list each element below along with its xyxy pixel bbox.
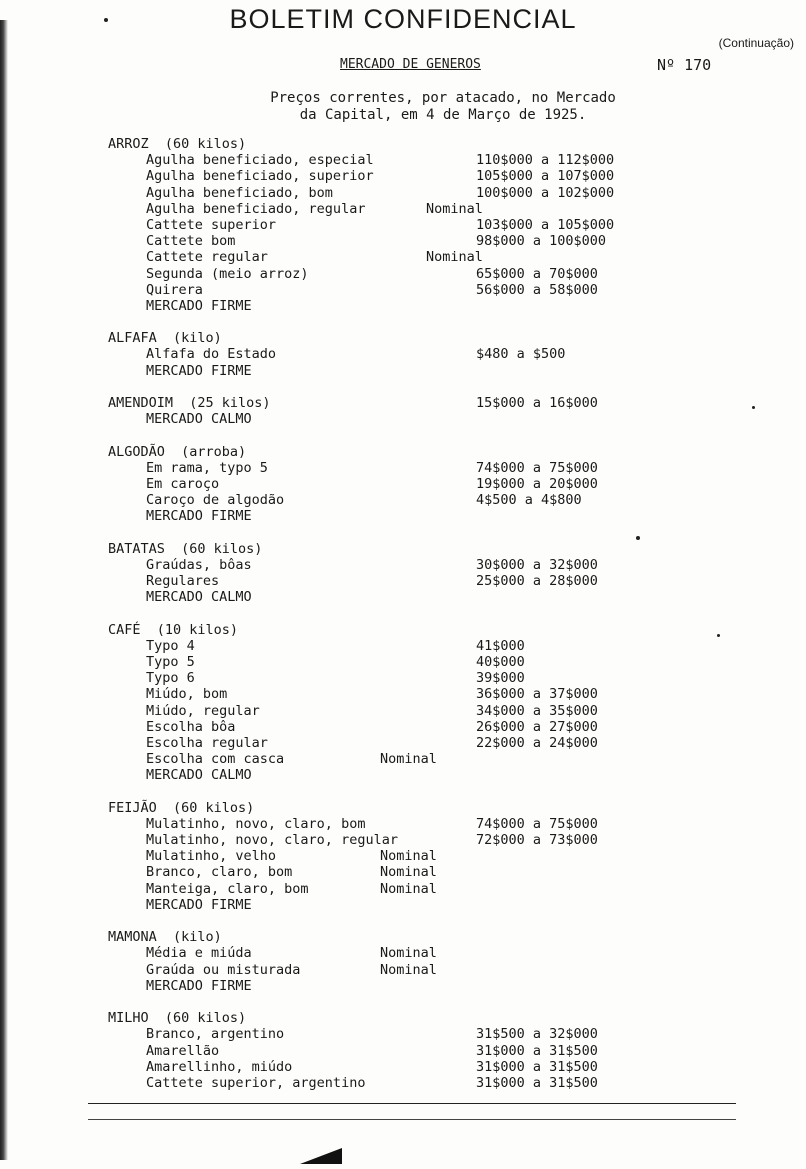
- item-name: Cattete superior: [146, 216, 277, 233]
- price-row: [108, 1043, 668, 1059]
- commodity-section: [108, 541, 668, 606]
- price-value: 26$000 a 27$000: [476, 718, 598, 735]
- price-row: [108, 266, 668, 282]
- commodity-section: [108, 622, 668, 784]
- price-row: [108, 654, 668, 670]
- bottom-rule: [88, 1119, 736, 1120]
- scan-speck: [752, 406, 755, 409]
- price-value: 74$000 a 75$000: [476, 815, 598, 832]
- price-value: 34$000 a 35$000: [476, 702, 598, 719]
- item-name: Typo 4: [146, 637, 195, 654]
- price-row: [108, 217, 668, 233]
- item-name: Agulha beneficiado, especial: [146, 152, 374, 169]
- price-value: 40$000: [476, 654, 525, 670]
- price-value: 19$000 a 20$000: [476, 475, 598, 492]
- price-value: 25$000 a 28$000: [476, 573, 598, 590]
- item-name: Amarellão: [146, 1042, 220, 1059]
- item-name: Alfafa do Estado: [146, 346, 277, 363]
- nominal-value: Nominal: [426, 249, 483, 266]
- commodity-heading-text: BATATAS (60 kilos): [108, 540, 263, 557]
- commodity-heading-text: ARROZ (60 kilos): [108, 136, 247, 152]
- market-status: MERCADO CALMO: [146, 411, 252, 428]
- item-name: Graúdas, bôas: [146, 556, 252, 573]
- price-row: [108, 638, 668, 654]
- item-name: Mulatinho, velho: [146, 848, 277, 865]
- price-value: 31$500 a 32$000: [476, 1026, 598, 1043]
- price-value: 15$000 a 16$000: [476, 395, 598, 411]
- intro-line: da Capital, em 4 de Março de 1925.: [299, 107, 587, 123]
- price-row: [108, 249, 668, 265]
- price-row: [108, 492, 668, 508]
- price-row: [108, 573, 668, 589]
- item-name: Typo 5: [146, 654, 195, 670]
- item-name: Regulares: [146, 573, 220, 590]
- market-status: MERCADO CALMO: [146, 767, 252, 784]
- item-name: Branco, claro, bom: [146, 864, 293, 881]
- commodity-heading: [108, 136, 668, 152]
- price-value: 41$000: [476, 637, 525, 654]
- item-name: Cattete regular: [146, 249, 268, 266]
- price-row: [108, 670, 668, 686]
- price-row: [108, 848, 668, 864]
- commodity-heading: [108, 541, 668, 557]
- item-name: Quirera: [146, 281, 203, 298]
- item-name: Agulha beneficiado, regular: [146, 200, 366, 217]
- price-row: [108, 881, 668, 897]
- market-status: MERCADO FIRME: [146, 896, 252, 913]
- commodity-heading: [108, 622, 668, 638]
- item-name: Miúdo, regular: [146, 702, 260, 719]
- item-name: Miúdo, bom: [146, 686, 228, 703]
- price-row: [108, 719, 668, 735]
- commodity-heading: [108, 929, 668, 945]
- price-row: [108, 460, 668, 476]
- item-name: Graúda ou misturada: [146, 961, 301, 978]
- market-heading: MERCADO DE GENEROS: [340, 57, 481, 72]
- price-row: [108, 1059, 668, 1075]
- price-row: [108, 945, 668, 961]
- item-name: Cattete superior, argentino: [146, 1074, 366, 1091]
- commodity-heading-text: AMENDOIM (25 kilos): [108, 395, 271, 411]
- commodity-section: [108, 1010, 668, 1091]
- price-value: 74$000 a 75$000: [476, 459, 598, 476]
- commodity-heading-text: ALGODÃO (arroba): [108, 443, 247, 460]
- price-row: [108, 703, 668, 719]
- price-list: [108, 136, 668, 1107]
- commodity-section: [108, 330, 668, 379]
- commodity-section: [108, 800, 668, 913]
- nominal-value: Nominal: [380, 961, 437, 978]
- price-value: 98$000 a 100$000: [476, 233, 607, 250]
- intro-paragraph: [0, 90, 806, 124]
- commodity-heading-text: CAFÉ (10 kilos): [108, 621, 239, 638]
- scan-speck: [636, 536, 640, 540]
- price-value: 100$000 a 102$000: [476, 184, 615, 201]
- commodity-section: [108, 929, 668, 994]
- scan-mark: [300, 1148, 342, 1164]
- price-row: [108, 346, 668, 362]
- item-name: Cattete bom: [146, 233, 236, 250]
- item-name: Mulatinho, novo, claro, bom: [146, 815, 366, 832]
- nominal-value: Nominal: [380, 945, 437, 962]
- price-value: 39$000: [476, 670, 525, 687]
- price-row: [108, 962, 668, 978]
- commodity-heading: [108, 800, 668, 816]
- item-name: Mulatinho, novo, claro, regular: [146, 832, 398, 849]
- price-row: [108, 735, 668, 751]
- commodity-section: [108, 395, 668, 427]
- price-value: 110$000 a 112$000: [476, 152, 615, 169]
- nominal-value: Nominal: [380, 751, 437, 768]
- item-name: Em rama, typo 5: [146, 459, 268, 476]
- commodity-heading-text: MAMONA (kilo): [108, 929, 222, 946]
- market-status: MERCADO CALMO: [146, 589, 252, 606]
- price-value: 31$000 a 31$500: [476, 1042, 598, 1059]
- market-status: MERCADO FIRME: [146, 508, 252, 525]
- commodity-heading-text: FEIJÃO (60 kilos): [108, 799, 255, 816]
- nominal-value: Nominal: [380, 848, 437, 865]
- commodity-section: [108, 444, 668, 525]
- commodity-heading-text: ALFAFA (kilo): [108, 330, 222, 347]
- price-row: [108, 152, 668, 168]
- commodity-heading: [108, 330, 668, 346]
- item-name: Amarellinho, miúdo: [146, 1058, 293, 1075]
- price-value: $480 a $500: [476, 346, 566, 363]
- price-row: [108, 282, 668, 298]
- item-name: Agulha beneficiado, bom: [146, 184, 333, 201]
- market-status: MERCADO FIRME: [146, 297, 252, 314]
- price-row: [108, 864, 668, 880]
- item-name: Manteiga, claro, bom: [146, 880, 309, 897]
- item-name: Escolha regular: [146, 734, 268, 751]
- document-title: BOLETIM CONFIDENCIAL: [229, 4, 577, 34]
- scan-speck: [104, 18, 108, 22]
- commodity-heading: [108, 1010, 668, 1026]
- price-row: [108, 557, 668, 573]
- price-row: [108, 1026, 668, 1042]
- market-status: MERCADO FIRME: [146, 362, 252, 379]
- price-row: [108, 1075, 668, 1091]
- market-status: MERCADO FIRME: [146, 977, 252, 994]
- price-value: 22$000 a 24$000: [476, 734, 598, 751]
- item-name: Caroço de algodão: [146, 492, 285, 509]
- price-row: [108, 201, 668, 217]
- price-row: [108, 686, 668, 702]
- continuation-note: (Continuação): [718, 36, 794, 50]
- price-value: 30$000 a 32$000: [476, 556, 598, 573]
- price-value: 56$000 a 58$000: [476, 281, 598, 298]
- price-row: [108, 816, 668, 832]
- price-value: 36$000 a 37$000: [476, 686, 598, 703]
- price-value: 4$500 a 4$800: [476, 492, 582, 509]
- item-name: Typo 6: [146, 670, 195, 687]
- commodity-heading: [108, 444, 668, 460]
- item-name: Média e miúda: [146, 945, 252, 962]
- item-name: Escolha com casca: [146, 751, 285, 768]
- price-row: [108, 476, 668, 492]
- bottom-rule: [88, 1103, 736, 1104]
- price-value: 72$000 a 73$000: [476, 832, 598, 849]
- price-row: [108, 168, 668, 184]
- price-value: 103$000 a 105$000: [476, 216, 615, 233]
- price-row: [108, 832, 668, 848]
- item-name: Agulha beneficiado, superior: [146, 168, 374, 185]
- commodity-heading: [108, 395, 668, 411]
- item-name: Em caroço: [146, 475, 220, 492]
- price-value: 31$000 a 31$500: [476, 1074, 598, 1091]
- item-name: Escolha bôa: [146, 718, 236, 735]
- bulletin-number: Nº 170: [657, 56, 712, 74]
- nominal-value: Nominal: [380, 864, 437, 881]
- scan-speck: [717, 634, 720, 637]
- price-value: 105$000 a 107$000: [476, 168, 615, 185]
- price-value: 65$000 a 70$000: [476, 265, 598, 282]
- price-row: [108, 185, 668, 201]
- nominal-value: Nominal: [380, 880, 437, 897]
- nominal-value: Nominal: [426, 200, 483, 217]
- commodity-heading-text: MILHO (60 kilos): [108, 1010, 247, 1027]
- price-row: [108, 233, 668, 249]
- intro-line: Preços correntes, por atacado, no Mercado: [270, 90, 616, 106]
- scan-edge-shadow: [0, 20, 8, 1160]
- price-row: [108, 751, 668, 767]
- commodity-section: [108, 136, 668, 314]
- item-name: Branco, argentino: [146, 1026, 285, 1043]
- price-value: 31$000 a 31$500: [476, 1058, 598, 1075]
- item-name: Segunda (meio arroz): [146, 265, 309, 282]
